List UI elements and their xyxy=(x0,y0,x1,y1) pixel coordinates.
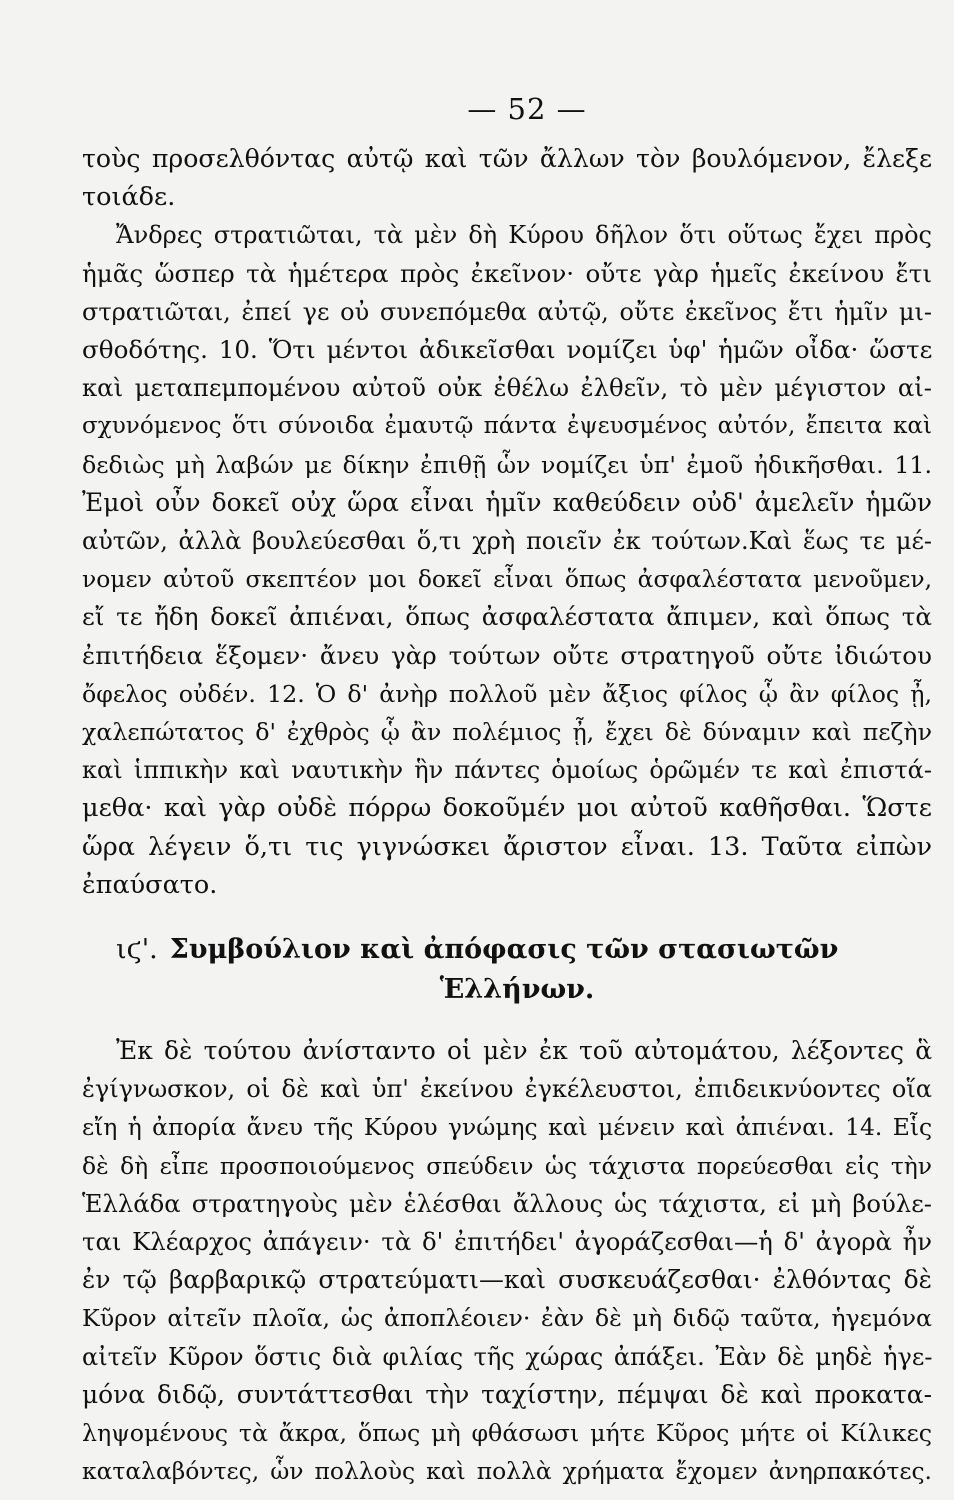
section-heading-line1 xyxy=(82,930,932,970)
text-line: τοιάδε. xyxy=(82,182,176,213)
text-line: δεδιὼς μὴ λαβών με δίκην ἐπιθῇ ὧν νομίζει ὑπ' ἐμοῦ ἠδικῆσθαι. 11. xyxy=(82,450,932,479)
text-line: ἐγίγνωσκον, οἱ δὲ καὶ ὑπ' ἐκείνου ἐγκέλευστοι, ἐπιδεικνύοντες οἵα xyxy=(82,1075,932,1104)
section-title: Συμβούλιον καὶ ἀπόφασις τῶν στασιωτῶν xyxy=(169,934,839,966)
paragraph-assembly xyxy=(82,1032,932,1490)
section-heading xyxy=(82,930,932,1010)
text-line: Ἐκ δὲ τούτου ἀνίσταντο οἱ μὲν ἐκ τοῦ αὐτομάτου, λέξοντες ἃ xyxy=(116,1036,932,1066)
text-line: εἴ τε ἤδη δοκεῖ ἀπιέναι, ὅπως ἀσφαλέστατα ἄπιμεν, καὶ ὅπως τὰ xyxy=(82,602,932,632)
text-line: καὶ ἱππικὴν καὶ ναυτικὴν ἣν πάντες ὁμοίως ὁρῶμέν τε καὶ ἐπιστά- xyxy=(82,756,932,785)
section-heading-line2: Ἑλλήνων. xyxy=(439,974,595,1006)
text-line: στρατιῶται, ἐπεί γε οὐ συνεπόμεθα αὐτῷ, οὔτε ἐκεῖνος ἔτι ἡμῖν μι- xyxy=(82,297,932,326)
text-line: Ἄνδρες στρατιῶται, τὰ μὲν δὴ Κύρου δῆλον ὅτι οὕτως ἔχει πρὸς xyxy=(116,221,932,250)
text-line: Ἐμοὶ οὖν δοκεῖ οὐχ ὥρα εἶναι ἡμῖν καθεύδειν οὐδ' ἀμελεῖν ἡμῶν xyxy=(82,487,932,517)
text-line: ται Κλέαρχος ἀπάγειν· τὰ δ' ἐπιτήδει' ἀγοράζεσθαι—ἡ δ' ἀγορὰ ἦν xyxy=(82,1227,932,1257)
page-number: — 52 — xyxy=(467,92,587,126)
text-line: ἐπαύσατο. xyxy=(82,869,218,900)
text-line: καταλαβόντες, ὧν πολλοὺς καὶ πολλὰ χρήματα ἔχομεν ἀνηρπακότες. xyxy=(82,1457,932,1486)
text-line: ἡμᾶς ὥσπερ τὰ ἡμέτερα πρὸς ἐκεῖνον· οὔτε γὰρ ἡμεῖς ἐκείνου ἔτι xyxy=(82,258,932,288)
text-line: χαλεπώτατος δ' ἐχθρὸς ᾧ ἂν πολέμιος ᾖ, ἔχει δὲ δύναμιν καὶ πεζὴν xyxy=(82,718,932,747)
text-line: Ἑλλάδα στρατηγοὺς μὲν ἑλέσθαι ἄλλους ὡς τάχιστα, εἰ μὴ βούλε- xyxy=(82,1188,932,1218)
text-line: νομεν αὐτοῦ σκεπτέον μοι δοκεῖ εἶναι ὅπως ἀσφαλέστατα μενοῦμεν, xyxy=(82,565,932,594)
text-line: εἴη ἡ ἀπορία ἄνευ τῆς Κύρου γνώμης καὶ μένειν καὶ ἀπιέναι. 14. Εἷς xyxy=(82,1113,933,1142)
text-line: ληψομένους τὰ ἄκρα, ὅπως μὴ φθάσωσι μήτε Κῦρος μήτε οἱ Κίλικες xyxy=(82,1419,932,1448)
paragraph-speech xyxy=(82,140,932,904)
text-line: δὲ δὴ εἶπε προσποιούμενος σπεύδειν ὡς τάχιστα πορεύεσθαι εἰς τὴν xyxy=(82,1151,932,1180)
text-line: ἐν τῷ βαρβαρικῷ στρατεύματι—καὶ συσκευάζεσθαι· ἐλθόντας δὲ xyxy=(82,1265,932,1295)
text-line: Κῦρον αἰτεῖν πλοῖα, ὡς ἀποπλέοιεν· ἐὰν δὲ μὴ διδῷ ταῦτα, ἡγεμόνα xyxy=(82,1304,932,1333)
text-line: σθοδότης. 10. Ὅτι μέντοι ἀδικεῖσθαι νομίζει ὑφ' ἡμῶν οἶδα· ὥστε xyxy=(82,335,933,365)
text-line: αὐτῶν, ἀλλὰ βουλεύεσθαι ὅ,τι χρὴ ποιεῖν ἐκ τούτων.Καὶ ἕως τε μέ- xyxy=(82,527,932,556)
text-line: ὄφελος οὐδέν. 12. Ὁ δ' ἀνὴρ πολλοῦ μὲν ἄξιος φίλος ᾧ ἂν φίλος ᾖ, xyxy=(82,679,932,708)
text-line: μεθα· καὶ γὰρ οὐδὲ πόρρω δοκοῦμέν μοι αὐτοῦ καθῆσθαι. Ὥστε xyxy=(82,793,932,824)
text-line: μόνα διδῷ, συντάττεσθαι τὴν ταχίστην, πέμψαι δὲ καὶ προκατα- xyxy=(82,1379,932,1409)
text-line: αἰτεῖν Κῦρον ὅστις διὰ φιλίας τῆς χώρας ἀπάξει. Ἐὰν δὲ μηδὲ ἡγε- xyxy=(82,1342,933,1371)
text-line: σχυνόμενος ὅτι σύνοιδα ἐμαυτῷ πάντα ἐψευσμένος αὐτόν, ἔπειτα καὶ xyxy=(82,413,933,440)
text-line: ὥρα λέγειν ὅ,τι τις γιγνώσκει ἄριστον εἶναι. 13. Ταῦτα εἰπὼν xyxy=(82,831,932,862)
text-line: ἐπιτήδεια ἕξομεν· ἄνευ γὰρ τούτων οὔτε στρατηγοῦ οὔτε ἰδιώτου xyxy=(82,640,932,670)
text-line: καὶ μεταπεμπομένου αὐτοῦ οὐκ ἐθέλω ἐλθεῖν, τὸ μὲν μέγιστον αἰ- xyxy=(82,373,932,403)
text-line: τοὺς προσελθόντας αὐτῷ καὶ τῶν ἄλλων τὸν βουλόμενον, ἔλεξε xyxy=(82,144,932,173)
section-number: ιϛ'. xyxy=(116,934,158,966)
